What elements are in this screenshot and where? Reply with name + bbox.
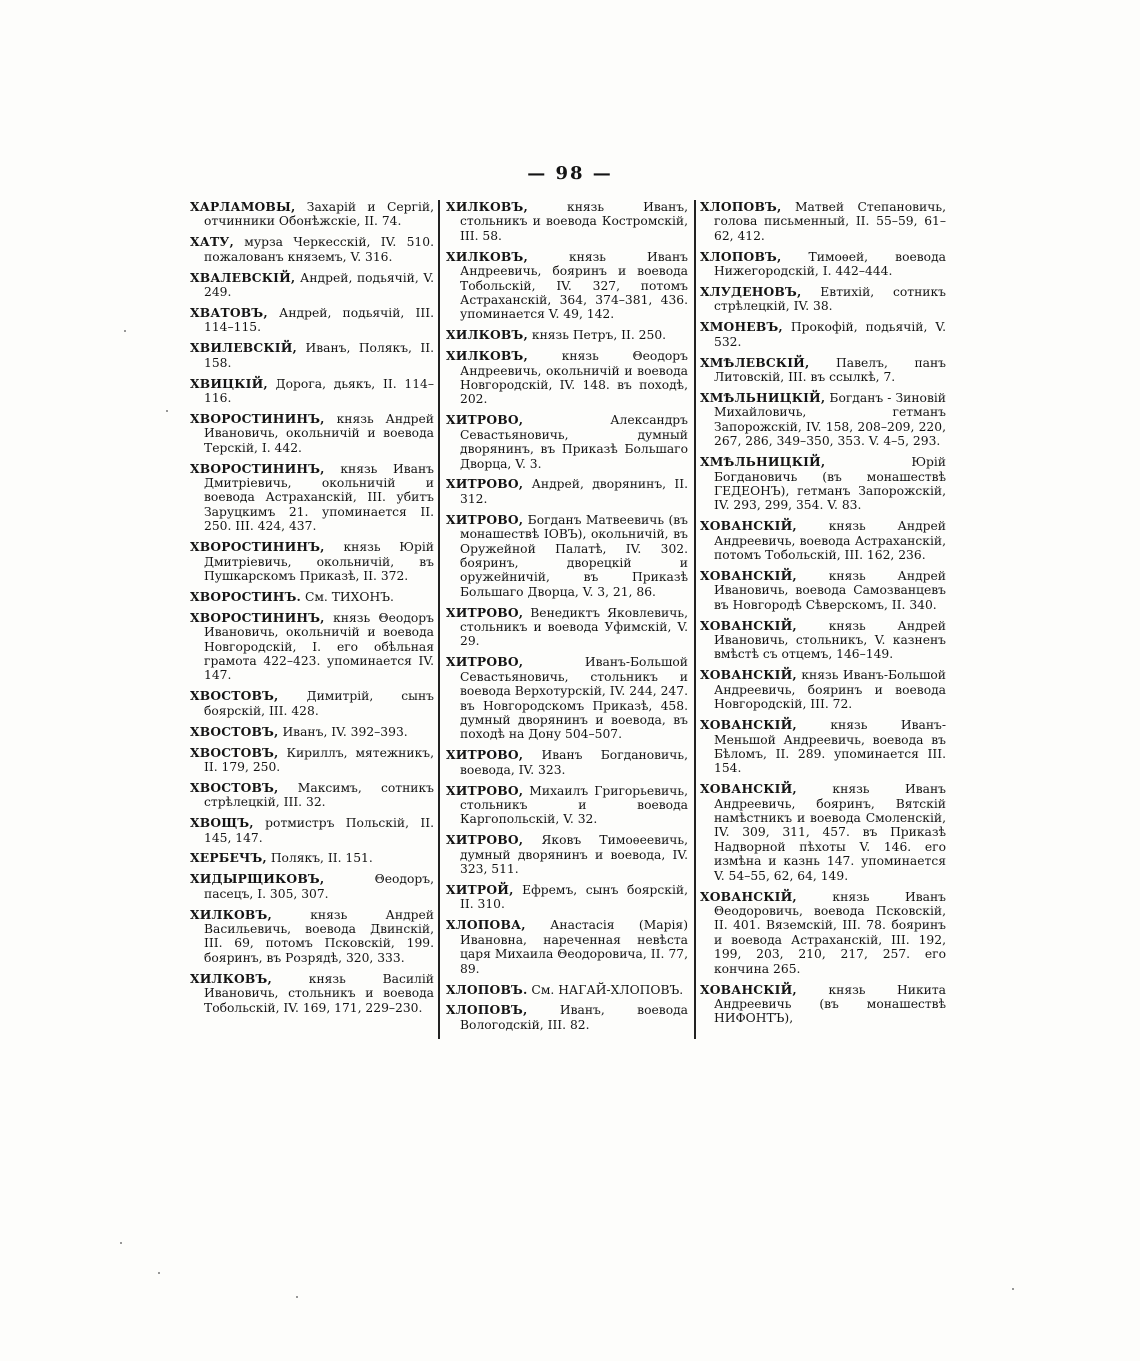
entry-text: Михаилъ Григорьевичь, стольникъ и воевода Каргопольскій, V. 32. [460, 783, 688, 827]
entry-text: князь Иванъ-Большой Андреевичь, бояринъ и воевода Новгородскій, III. 72. [714, 668, 946, 712]
entry-text: Венедиктъ Яковлевичь, стольникъ и воевода Уфимскій, V. 29. [460, 605, 688, 649]
column-left [186, 200, 438, 1039]
scan-speck [124, 330, 126, 332]
entry-text: князь Θеодоръ Ивановичь, окольничій и воевода Новгородскій, I. его обѣльная грамота 422–423. упоминается IV. 147. [204, 610, 434, 683]
index-entry [700, 569, 946, 612]
entry-headword: ХОВАНСКІЙ, [700, 781, 797, 797]
entry-text: князь Θеодоръ Андреевичь, окольничій и воевода Новгородскій, IV. 148. въ походѣ, 202. [460, 349, 688, 407]
entry-headword: ХЛОПОВЪ. [446, 981, 528, 997]
index-entry [700, 619, 946, 662]
column-right [696, 200, 950, 1039]
entry-text: Александръ Севастьяновичь, думный дворянинъ, въ Приказѣ Большаго Дворца, V. 3. [460, 413, 688, 471]
index-entry [446, 513, 688, 599]
entry-headword: ХМѢЛЬНИЦКІЙ, [700, 454, 826, 470]
entry-headword: ХВАТОВЪ, [190, 304, 268, 320]
entry-headword: ХВИЦКІЙ, [190, 375, 268, 391]
index-entry [700, 250, 946, 279]
entry-text: Димитрій, сынъ боярскій, III. 428. [204, 689, 434, 718]
index-entry [700, 356, 946, 385]
entry-text: Андрей, подьячій, V. 249. [204, 270, 434, 300]
index-entry [190, 611, 434, 683]
index-entry [700, 668, 946, 711]
entry-headword: ХЛОПОВЪ, [700, 199, 782, 214]
scan-speck [120, 1242, 122, 1244]
entry-headword: ХИЛКОВЪ, [446, 248, 528, 264]
entry-headword: ХМѢЛЬНИЦКІЙ, [700, 389, 826, 405]
entry-headword: ХМОНЕВЪ, [700, 319, 783, 335]
entry-text: князь Иванъ, стольникъ и воевода Костромскій, III. 58. [460, 200, 688, 243]
entry-text: Иванъ, воевода Вологодскій, III. 82. [460, 1003, 688, 1032]
entry-text: князь Петръ, II. 250. [527, 328, 667, 343]
entry-text: Захарій и Сергій, отчинники Обонѣжскіе, II. 74. [204, 200, 434, 229]
entry-headword: ХМѢЛЕВСКІЙ, [700, 354, 810, 370]
entry-text: Дорога, дьякъ, II. 114–116. [204, 376, 434, 405]
entry-text: князь Иванъ Андреевичь, бояринъ, Вятскій намѣстникъ и воевода Смоленскій, IV. 309, 311, 457. въ Приказѣ Надворной пѣхоты V. 146. его измѣна и казнь 147. упоминается V. 54–55, 62, 64, 149. [714, 782, 946, 883]
entry-text: Θеодоръ, пасецъ, I. 305, 307. [204, 872, 434, 901]
index-entry [700, 320, 946, 349]
entry-text: Павелъ, панъ Литовскій, III. въ ссылкѣ, 7. [714, 355, 946, 385]
index-entry [446, 328, 688, 342]
entry-text: князь Андрей Васильевичь, воевода Двинскій, III. 69, потомъ Псковскій, 199. бояринъ, въ Розрядѣ, 320, 333. [204, 907, 434, 965]
index-entry [446, 784, 688, 827]
scan-speck [166, 410, 168, 412]
entry-headword: ХВОРОСТИНИНЪ, [190, 410, 325, 426]
entry-headword: ХВАЛЕВСКІЙ, [190, 269, 296, 285]
entry-headword: ХОВАНСКІЙ, [700, 667, 797, 683]
entry-text: Юрій Богдановичь (въ монашествѣ ГЕДЕОНЪ), гетманъ Запорожскій, IV. 293, 299, 354. V. 83. [714, 455, 946, 513]
entry-text: князь Иванъ Θеодоровичь, воевода Псковскій, II. 401. Вяземскій, III. 78. бояринъ и воевода Астраханскій, III. 192, 199, 203, 210, 217, 257. его кончина 265. [714, 889, 946, 976]
entry-headword: ХИТРОВО, [446, 476, 524, 492]
entry-headword: ХИЛКОВЪ, [190, 906, 272, 922]
entry-headword: ХЛОПОВЪ, [700, 248, 782, 264]
entry-text: князь Юрій Дмитріевичь, окольничій, въ Пушкарскомъ Приказѣ, II. 372. [204, 540, 434, 583]
entry-headword: ХИТРОВО, [446, 412, 524, 428]
entry-text: князь Василій Ивановичь, стольникъ и воевода Тобольскій, IV. 169, 171, 229–230. [204, 971, 434, 1015]
index-entry [446, 833, 688, 876]
index-entry [190, 306, 434, 335]
entry-headword: ХИЛКОВЪ, [190, 970, 272, 986]
entry-text: Ефремъ, сынъ боярскій, II. 310. [460, 883, 688, 912]
entry-text: Евтихій, сотникъ стрѣлецкій, IV. 38. [714, 285, 946, 314]
index-entry [190, 872, 434, 901]
index-entry [700, 890, 946, 976]
entry-text: Иванъ Богдановичь, воевода, IV. 323. [460, 748, 688, 777]
index-entry [190, 377, 434, 406]
column-middle [438, 200, 696, 1039]
index-entry [446, 200, 688, 243]
index-entry [700, 455, 946, 513]
index-entry [190, 689, 434, 718]
index-entry [446, 655, 688, 741]
index-entry [446, 1003, 688, 1032]
entry-text: князь Андрей Ивановичь, воевода Самозванцевъ въ Новгородѣ Сѣверскомъ, II. 340. [714, 568, 946, 612]
entry-headword: ХАТУ, [190, 234, 234, 250]
entry-text: ротмистръ Польскій, II. 145, 147. [204, 816, 434, 845]
entry-headword: ХОВАНСКІЙ, [700, 981, 797, 997]
entry-text: князь Андрей Андреевичь, воевода Астраханскій, потомъ Тобольскій, III. 162, 236. [714, 519, 946, 563]
entry-headword: ХЛОПОВЪ, [446, 1002, 528, 1018]
entry-text: См. НАГАЙ-ХЛОПОВЪ. [527, 982, 684, 997]
index-entry [190, 200, 434, 229]
entry-headword: ХОВАНСКІЙ, [700, 617, 797, 633]
index-entry [446, 883, 688, 912]
index-entry [190, 725, 434, 739]
entry-text: Максимъ, сотникъ стрѣлецкій, III. 32. [204, 780, 434, 810]
entry-text: Богданъ Матвеевичь (въ монашествѣ ІОВЪ), окольничій, въ Оружейной Палатѣ, IV. 302. бояринъ, дворецкій и оружейничій, въ Приказѣ Большаго Дворца, V. 3, 21, 86. [460, 512, 688, 599]
entry-text: Иванъ, IV. 392–393. [278, 724, 408, 739]
entry-headword: ХВОЩЪ, [190, 815, 254, 831]
entry-headword: ХИТРОВО, [446, 782, 524, 798]
entry-headword: ХЕРБЕЧЪ, [190, 850, 267, 866]
entry-text: мурза Черкесскій, IV. 510. пожалованъ княземъ, V. 316. [204, 235, 434, 264]
index-entry [446, 918, 688, 976]
index-entry [190, 540, 434, 583]
entry-headword: ХИЛКОВЪ, [446, 327, 528, 343]
index-entry [190, 746, 434, 775]
entry-text: Яковъ Тимоѳеевичь, думный дворянинъ и воевода, IV. 323, 511. [460, 833, 688, 877]
entry-headword: ХОВАНСКІЙ, [700, 717, 797, 733]
entry-headword: ХВОРОСТИНИНЪ, [190, 460, 325, 476]
index-entry [700, 718, 946, 776]
entry-text: Богданъ - Зиновій Михайловичь, гетманъ Запорожскій, IV. 158, 208–209, 220, 267, 286, 349–350, 353. V. 4–5, 293. [714, 390, 946, 449]
page-number: — 98 — [527, 163, 613, 184]
entry-headword: ХОВАНСКІЙ, [700, 888, 797, 904]
entry-text: Иванъ, Полякъ, II. 158. [204, 341, 434, 370]
entry-headword: ХЛОПОВА, [446, 917, 526, 933]
entry-text: Полякъ, II. 151. [266, 851, 373, 866]
entry-text: Андрей, подьячій, III. 114–115. [204, 305, 434, 335]
index-entry [190, 781, 434, 810]
entry-headword: ХВОСТОВЪ, [190, 723, 279, 739]
index-entry [446, 477, 688, 506]
index-entry [190, 412, 434, 455]
index-entry [446, 413, 688, 471]
entry-headword: ХВОСТОВЪ, [190, 744, 279, 760]
scan-speck [296, 1296, 298, 1298]
index-entry [190, 908, 434, 966]
entry-headword: ХИЛКОВЪ, [446, 348, 528, 364]
entry-headword: ХИТРОВО, [446, 747, 524, 763]
entry-text: Иванъ-Большой Севастьяновичь, стольникъ и воевода Верхотурскій, IV. 244, 247. въ Новгородскомъ Приказѣ, 458. думный дворянинъ и воевода, въ походѣ на Дону 504–507. [460, 655, 688, 742]
entry-headword: ХИТРОЙ, [446, 882, 514, 898]
entry-headword: ХОВАНСКІЙ, [700, 567, 797, 583]
entry-text: князь Андрей Ивановичь, окольничій и воевода Терскій, I. 442. [204, 411, 434, 455]
index-entry [700, 782, 946, 883]
entry-headword: ХВОСТОВЪ, [190, 688, 279, 704]
index-entry [446, 250, 688, 322]
entry-headword: ХИТРОВО, [446, 604, 524, 620]
index-entry [190, 972, 434, 1015]
scan-speck [1012, 1288, 1014, 1290]
index-entry [446, 748, 688, 777]
entry-text: Матвей Степановичь, голова письменный, II. 55–59, 61–62, 412. [714, 200, 946, 243]
index-entry [190, 341, 434, 370]
index-entry [700, 983, 946, 1026]
entry-headword: ХЛУДЕНОВЪ, [700, 284, 802, 300]
index-entry [190, 235, 434, 264]
entry-headword: ХИТРОВО, [446, 511, 524, 527]
index-entry [190, 462, 434, 534]
entry-text: Анастасія (Марія) Ивановна, нареченная невѣста царя Михаила Θеодоровича, II. 77, 89. [460, 918, 688, 976]
index-entry [190, 590, 434, 604]
index-entry [700, 200, 946, 243]
index-entry [700, 519, 946, 562]
entry-headword: ХВОРОСТИНИНЪ, [190, 539, 325, 555]
index-entry [446, 349, 688, 407]
index-entry [190, 851, 434, 865]
entry-text: князь Андрей Ивановичь, стольникъ, V. казненъ вмѣстѣ съ отцемъ, 146–149. [714, 618, 946, 662]
entry-headword: ХВОСТОВЪ, [190, 779, 279, 795]
entry-text: князь Иванъ Андреевичь, бояринъ и воевода Тобольскій, IV. 327, потомъ Астраханскій, 364, 374–381, 436. упоминается V. 49, 142. [460, 249, 688, 322]
entry-headword: ХАРЛАМОВЫ, [190, 199, 296, 214]
entry-headword: ХВИЛЕВСКІЙ, [190, 340, 298, 356]
entry-headword: ХВОРОСТИНЪ. [190, 588, 302, 604]
entry-text: князь Иванъ Дмитріевичь, окольничій и воевода Астраханскій, III. убитъ Заруцкимъ 21. упоминается II. 250. III. 424, 437. [204, 461, 434, 534]
entry-headword: ХОВАНСКІЙ, [700, 518, 797, 534]
entry-headword: ХВОРОСТИНИНЪ, [190, 609, 325, 625]
entry-text: князь Никита Андреевичь (въ монашествѣ НИФОНТЪ), [714, 982, 946, 1026]
entry-text: Андрей, дворянинъ, II. 312. [460, 477, 688, 506]
index-entry [190, 816, 434, 845]
scan-speck [158, 1272, 160, 1274]
entry-headword: ХИТРОВО, [446, 654, 524, 670]
entry-text: Прокофій, подьячій, V. 532. [714, 320, 946, 349]
index-entry [446, 983, 688, 997]
entry-text: Тимоѳей, воевода Нижегородскій, I. 442–444. [714, 249, 946, 279]
index-entry [700, 391, 946, 449]
entry-headword: ХИЛКОВЪ, [446, 199, 528, 214]
entry-headword: ХИДЫРЩИКОВЪ, [190, 871, 325, 887]
entry-text: См. ТИХОНЪ. [301, 589, 394, 604]
index-entry [190, 271, 434, 300]
index-entry [446, 606, 688, 649]
index-entry [700, 285, 946, 314]
entry-text: Кириллъ, мятежникъ, II. 179, 250. [204, 745, 434, 774]
index-columns [186, 200, 950, 1039]
entry-text: князь Иванъ-Меньшой Андреевичь, воевода въ Бѣломъ, II. 289. упоминается III. 154. [714, 718, 946, 776]
entry-headword: ХИТРОВО, [446, 832, 524, 848]
